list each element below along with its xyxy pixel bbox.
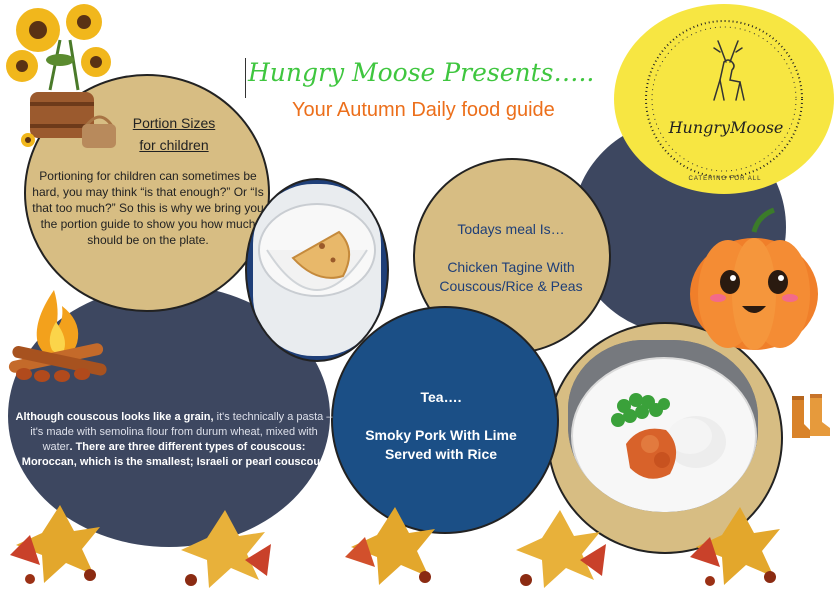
- tea-photo: [568, 340, 758, 512]
- portion-heading: [110, 112, 238, 156]
- logo-circle: [614, 4, 834, 194]
- today-meal-line1: Chicken Tagine With: [447, 259, 575, 275]
- autumn-leaves-border: [0, 495, 840, 595]
- page-title: Hungry Moose Presents…..: [248, 58, 595, 87]
- logo-tagline: CATERING FOR ALL: [688, 176, 762, 182]
- couscous-fact-part3: . There are three different types of couscous: Moroccan, which is the smallest; Israeli or pearl couscous: [21, 441, 327, 468]
- today-meal-block: [420, 220, 602, 296]
- today-label: Todays meal Is…: [457, 221, 565, 237]
- portion-heading-line2: for children: [139, 137, 209, 153]
- today-meal-line2: Couscous/Rice & Peas: [439, 278, 583, 294]
- moose-icon: [696, 40, 756, 104]
- tea-meal-line1: Smoky Pork With Lime: [365, 427, 517, 443]
- pumpkin-icon: [684, 206, 824, 356]
- text-cursor: [245, 58, 246, 98]
- couscous-fact: [14, 410, 334, 470]
- boots-icon: [788, 392, 832, 442]
- tea-label: Tea….: [420, 389, 462, 405]
- couscous-fact-part1: Although couscous looks like a grain,: [15, 411, 217, 423]
- portion-body: Portioning for children can sometimes be hard, you may think “is that enough?” Or “Is that too much?” So this is why we bring you the portion guide to show you how much should be on the plate.: [32, 169, 264, 247]
- portion-heading-line1: Portion Sizes: [132, 115, 216, 131]
- page-subtitle: Your Autumn Daily food guide: [292, 99, 555, 121]
- couscous-fact-part2: it's technically a pasta – it's made with semolina flour from durum wheat, mixed with water: [30, 411, 333, 453]
- portion-photo: [245, 178, 389, 362]
- campfire-icon: [2, 282, 112, 382]
- tea-meal-line2: Served with Rice: [384, 446, 498, 462]
- logo-name: HungryMoose: [668, 118, 784, 137]
- tea-block: [346, 388, 536, 464]
